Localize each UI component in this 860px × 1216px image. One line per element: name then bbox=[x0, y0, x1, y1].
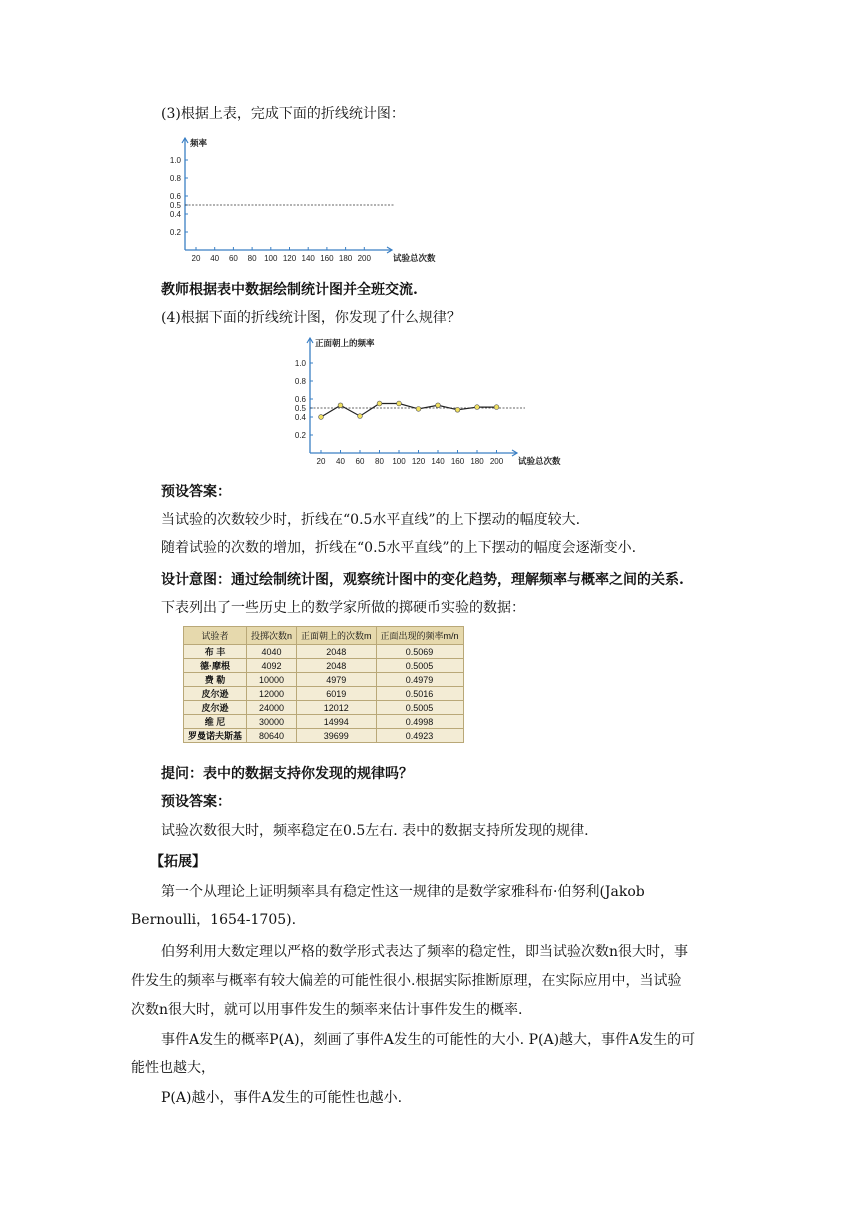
table-cell: 0.4979 bbox=[376, 673, 463, 687]
x-axis-label: 试验总次数 bbox=[518, 456, 561, 466]
y-axis-label: 频率 bbox=[190, 138, 208, 148]
data-point bbox=[319, 415, 324, 420]
table-row bbox=[184, 701, 464, 715]
table-cell: 80640 bbox=[247, 729, 297, 743]
x-tick-label: 60 bbox=[228, 254, 238, 263]
table-cell: 6019 bbox=[297, 687, 377, 701]
data-point bbox=[358, 414, 363, 419]
x-tick-label: 140 bbox=[431, 457, 445, 466]
table-cell: 德·摩根 bbox=[184, 659, 247, 673]
empty-line-chart bbox=[160, 134, 460, 268]
table-cell: 维 尼 bbox=[184, 715, 247, 729]
data-point bbox=[397, 401, 402, 406]
data-point bbox=[436, 403, 441, 408]
y-tick-label: 0.2 bbox=[294, 431, 306, 440]
table-cell: 4092 bbox=[247, 659, 297, 673]
x-tick-label: 40 bbox=[336, 457, 345, 466]
table-cell: 39699 bbox=[297, 729, 377, 743]
extension-paragraph-2-line-3: 次数n很大时，就可以用事件发生的频率来估计事件发生的概率. bbox=[131, 1002, 523, 1018]
x-tick-label: 120 bbox=[282, 254, 297, 263]
extension-paragraph-4: P(A)越小，事件A发生的可能性也越小. bbox=[161, 1090, 403, 1106]
data-point bbox=[455, 407, 460, 412]
table-header: 投掷次数n bbox=[247, 627, 297, 645]
table-cell: 12000 bbox=[247, 687, 297, 701]
y-axis-label: 正面朝上的频率 bbox=[315, 338, 375, 348]
table-cell: 14994 bbox=[297, 715, 377, 729]
table-cell: 0.4923 bbox=[376, 729, 463, 743]
table-cell: 12012 bbox=[297, 701, 377, 715]
extension-paragraph-3-line-1: 事件A发生的概率P(A)，刻画了事件A发生的可能性的大小. P(A)越大，事件A发生的可 bbox=[161, 1032, 696, 1048]
x-tick-label: 20 bbox=[191, 254, 201, 263]
y-tick-label: 0.2 bbox=[169, 228, 181, 237]
x-axis-label: 试验总次数 bbox=[393, 253, 436, 263]
teacher-note: 教师根据表中数据绘制统计图并全班交流. bbox=[161, 282, 418, 298]
table-cell: 4979 bbox=[297, 673, 377, 687]
x-tick-label: 60 bbox=[355, 457, 365, 466]
y-tick-label: 0.6 bbox=[169, 192, 181, 201]
extension-title: 【拓展】 bbox=[150, 854, 206, 870]
table-header: 正面朝上的次数m bbox=[297, 627, 377, 645]
answer-1a: 当试验的次数较少时，折线在“0.5水平直线”的上下摆动的幅度较大. bbox=[161, 512, 581, 528]
table-cell: 10000 bbox=[247, 673, 297, 687]
extension-paragraph-3-line-2: 能性也越大， bbox=[131, 1060, 215, 1076]
x-tick-label: 80 bbox=[247, 254, 257, 263]
table-header-row bbox=[184, 627, 464, 645]
x-tick-label: 100 bbox=[264, 254, 278, 263]
table-cell: 2048 bbox=[297, 645, 377, 659]
table-cell: 皮尔逊 bbox=[184, 701, 247, 715]
x-tick-label: 40 bbox=[210, 254, 220, 263]
data-point bbox=[377, 401, 382, 406]
extension-paragraph-1-line-2: Bernoulli，1654-1705). bbox=[131, 912, 297, 928]
frequency-series-line bbox=[321, 404, 497, 418]
answer-2: 试验次数很大时，频率稳定在0.5左右. 表中的数据支持所发现的规律. bbox=[161, 823, 589, 839]
y-tick-label: 0.4 bbox=[169, 210, 181, 219]
table-cell: 2048 bbox=[297, 659, 377, 673]
extension-paragraph-2-line-1: 伯努利用大数定理以严格的数学形式表达了频率的稳定性，即当试验次数n很大时，事 bbox=[161, 944, 689, 960]
table-cell: 4040 bbox=[247, 645, 297, 659]
x-tick-label: 140 bbox=[301, 254, 315, 263]
x-tick-label: 180 bbox=[338, 254, 353, 263]
table-cell: 罗曼诺夫斯基 bbox=[184, 729, 247, 743]
table-cell: 0.5005 bbox=[376, 701, 463, 715]
x-tick-label: 160 bbox=[450, 457, 465, 466]
y-tick-label: 0.5 bbox=[169, 201, 181, 210]
y-tick-label: 0.8 bbox=[294, 377, 306, 386]
table-row bbox=[184, 715, 464, 729]
table-row bbox=[184, 687, 464, 701]
table-row bbox=[184, 673, 464, 687]
table-header: 正面出现的频率m/n bbox=[376, 627, 463, 645]
y-tick-label: 0.6 bbox=[294, 395, 306, 404]
table-header: 试验者 bbox=[184, 627, 247, 645]
extension-paragraph-2-line-2: 件发生的频率与概率有较大偏差的可能性很小.根据实际推断原理，在实际应用中，当试验 bbox=[131, 973, 682, 989]
table-cell: 30000 bbox=[247, 715, 297, 729]
table-row bbox=[184, 659, 464, 673]
table-intro: 下表列出了一些历史上的数学家所做的掷硬币实验的数据： bbox=[161, 600, 525, 616]
data-point bbox=[475, 405, 480, 410]
x-tick-label: 200 bbox=[357, 254, 371, 263]
x-tick-label: 120 bbox=[411, 457, 426, 466]
x-tick-label: 160 bbox=[320, 254, 334, 263]
table-cell: 0.5005 bbox=[376, 659, 463, 673]
answer-1b: 随着试验的次数的增加，折线在“0.5水平直线”的上下摆动的幅度会逐渐变小. bbox=[161, 540, 637, 556]
table-cell: 0.5069 bbox=[376, 645, 463, 659]
frequency-line-chart bbox=[285, 334, 585, 472]
table-cell: 0.4998 bbox=[376, 715, 463, 729]
y-tick-label: 1.0 bbox=[294, 359, 306, 368]
data-point bbox=[416, 407, 421, 412]
coin-toss-table bbox=[183, 626, 464, 743]
x-tick-label: 180 bbox=[470, 457, 484, 466]
answer-label-1: 预设答案： bbox=[161, 484, 231, 500]
design-intent: 设计意图：通过绘制统计图，观察统计图中的变化趋势，理解频率与概率之间的关系. bbox=[161, 572, 684, 588]
y-tick-label: 0.5 bbox=[294, 404, 306, 413]
table-cell: 费 勒 bbox=[184, 673, 247, 687]
x-tick-label: 80 bbox=[375, 457, 384, 466]
question-4: (4)根据下面的折线统计图，你发现了什么规律？ bbox=[161, 310, 461, 326]
question-3: (3)根据上表，完成下面的折线统计图： bbox=[161, 106, 405, 122]
y-tick-label: 0.4 bbox=[294, 413, 306, 422]
extension-paragraph-1-line-1: 第一个从理论上证明频率具有稳定性这一规律的是数学家雅科布·伯努利(Jakob bbox=[161, 884, 645, 900]
answer-label-2: 预设答案： bbox=[161, 794, 231, 810]
y-tick-label: 1.0 bbox=[169, 156, 181, 165]
y-tick-label: 0.8 bbox=[169, 174, 181, 183]
x-tick-label: 20 bbox=[316, 457, 326, 466]
table-row bbox=[184, 645, 464, 659]
question-prompt: 提问：表中的数据支持你发现的规律吗？ bbox=[161, 766, 413, 782]
table-row bbox=[184, 729, 464, 743]
data-point bbox=[494, 405, 499, 410]
table-cell: 布 丰 bbox=[184, 645, 247, 659]
x-tick-label: 200 bbox=[489, 457, 504, 466]
data-point bbox=[338, 403, 343, 408]
x-tick-label: 100 bbox=[392, 457, 406, 466]
table-cell: 皮尔逊 bbox=[184, 687, 247, 701]
table-cell: 0.5016 bbox=[376, 687, 463, 701]
table-cell: 24000 bbox=[247, 701, 297, 715]
